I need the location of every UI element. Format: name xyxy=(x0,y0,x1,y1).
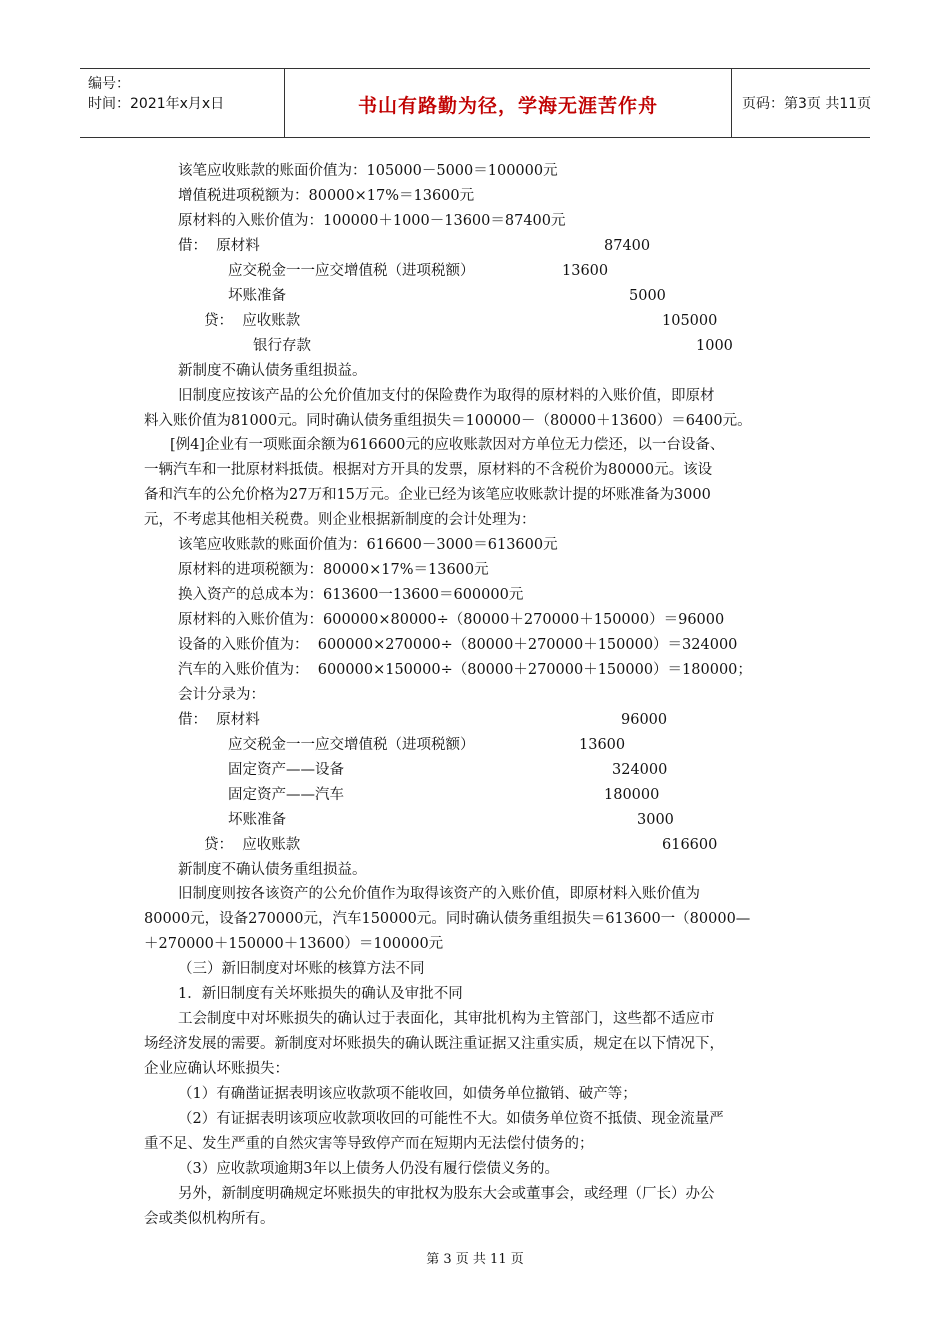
header-page-cell xyxy=(732,69,870,137)
header-motto: 书山有路勤为径，学海无涯苦作舟 xyxy=(357,95,658,117)
entry-amount: 96000 xyxy=(621,712,668,728)
section-heading: （三）新旧制度对坏账的核算方法不同 xyxy=(178,961,425,977)
text-line: 企业应确认坏账损失： xyxy=(144,1061,289,1077)
text-line: 汽车的入账价值为： 600000×150000÷（80000＋270000＋150000）＝180000； xyxy=(178,662,752,678)
header-motto-cell xyxy=(285,69,732,137)
document-date-label: 时间：2021年x月x日 xyxy=(88,96,225,112)
text-line: 一辆汽车和一批原材料抵债。根据对方开具的发票，原材料的不含税价为80000元。该设 xyxy=(144,462,713,478)
entry-account: 固定资产——设备 xyxy=(228,762,344,778)
text-line: 原材料的进项税额为：80000×17%＝13600元 xyxy=(178,562,489,578)
entry-account: 银行存款 xyxy=(253,338,311,354)
entry-amount: 13600 xyxy=(562,263,609,279)
page-footer: 第 3 页 共 11 页 xyxy=(426,1252,524,1267)
text-line: 原材料的入账价值为：100000＋1000－13600＝87400元 xyxy=(178,213,566,229)
document-number-label: 编号： xyxy=(88,76,130,92)
subsection-heading: 1．新旧制度有关坏账损失的确认及审批不同 xyxy=(178,986,463,1002)
text-line: 原材料的入账价值为：600000×80000÷（80000＋270000＋150000）＝96000 xyxy=(178,612,725,628)
entry-credit-label: 贷： 应收账款 xyxy=(204,313,301,329)
entry-amount: 105000 xyxy=(662,313,718,329)
text-line: 元，不考虑其他相关税费。则企业根据新制度的会计处理为： xyxy=(144,512,536,528)
text-line: 新制度不确认债务重组损益。 xyxy=(178,363,367,379)
entry-amount: 3000 xyxy=(637,812,674,828)
text-line: 换入资产的总成本为：613600一13600＝600000元 xyxy=(178,587,524,603)
list-item: （3）应收款项逾期3年以上债务人仍没有履行偿债义务的。 xyxy=(178,1161,559,1177)
entry-account: 应交税金一一应交增值税（进项税额） xyxy=(228,263,475,279)
text-line: ＋270000＋150000＋13600）＝100000元 xyxy=(144,936,444,952)
entry-debit-label: 借： 原材料 xyxy=(178,712,260,728)
entry-amount: 180000 xyxy=(604,787,660,803)
entry-account: 坏账准备 xyxy=(228,812,286,828)
text-line: 料入账价值为81000元。同时确认债务重组损失＝100000－（80000＋13600）＝6400元。 xyxy=(144,413,752,429)
list-item: （1）有确凿证据表明该应收款项不能收回，如债务单位撤销、破产等； xyxy=(178,1086,637,1102)
text-line: 该笔应收账款的账面价值为：616600－3000＝613600元 xyxy=(178,537,558,553)
text-line: 场经济发展的需要。新制度对坏账损失的确认既注重证据又注重实质，规定在以下情况下， xyxy=(144,1036,724,1052)
entry-amount: 5000 xyxy=(629,288,666,304)
entry-amount: 1000 xyxy=(696,338,733,354)
entry-account: 坏账准备 xyxy=(228,288,286,304)
entry-amount: 87400 xyxy=(604,238,651,254)
text-line: 旧制度应按该产品的公允价值加支付的保险费作为取得的原材料的入账价值，即原材 xyxy=(178,388,715,404)
page-header xyxy=(80,68,870,138)
entry-account: 应交税金一一应交增值税（进项税额） xyxy=(228,737,475,753)
list-item: （2）有证据表明该项应收款项收回的可能性不大。如债务单位资不抵债、现金流量严 xyxy=(178,1111,724,1127)
text-line: 会或类似机构所有。 xyxy=(144,1211,275,1227)
text-line: 重不足、发生严重的自然灾害等导致停产而在短期内无法偿付债务的； xyxy=(144,1136,594,1152)
text-line: 该笔应收账款的账面价值为：105000－5000＝100000元 xyxy=(178,163,558,179)
header-page-number: 页码：第3页 共11页 xyxy=(742,96,872,112)
text-line: [例4]企业有一项账面余额为616600元的应收账款因对方单位无力偿还，以一台设备、 xyxy=(170,437,725,453)
entry-credit-label: 贷： 应收账款 xyxy=(204,837,301,853)
text-line: 设备的入账价值为： 600000×270000÷（80000＋270000＋150000）＝324000 xyxy=(178,637,738,653)
text-line: 80000元，设备270000元，汽车150000元。同时确认债务重组损失＝613600一（80000— xyxy=(144,911,751,927)
entry-amount: 324000 xyxy=(612,762,668,778)
entry-amount: 616600 xyxy=(662,837,718,853)
entry-account: 固定资产——汽车 xyxy=(228,787,344,803)
text-line: 新制度不确认债务重组损益。 xyxy=(178,862,367,878)
text-line: 旧制度则按各该资产的公允价值作为取得该资产的入账价值，即原材料入账价值为 xyxy=(178,886,700,902)
text-line: 另外，新制度明确规定坏账损失的审批权为股东大会或董事会，或经理（厂长）办公 xyxy=(178,1186,715,1202)
entry-debit-label: 借： 原材料 xyxy=(178,238,260,254)
text-line: 工会制度中对坏账损失的确认过于表面化，其审批机构为主管部门，这些都不适应市 xyxy=(178,1011,715,1027)
text-line: 增值税进项税额为：80000×17%＝13600元 xyxy=(178,188,475,204)
text-line: 会计分录为： xyxy=(178,687,265,703)
entry-amount: 13600 xyxy=(579,737,626,753)
text-line: 备和汽车的公允价格为27万和15万元。企业已经为该笔应收账款计提的坏账准备为3000 xyxy=(144,487,711,503)
header-meta xyxy=(80,69,285,137)
